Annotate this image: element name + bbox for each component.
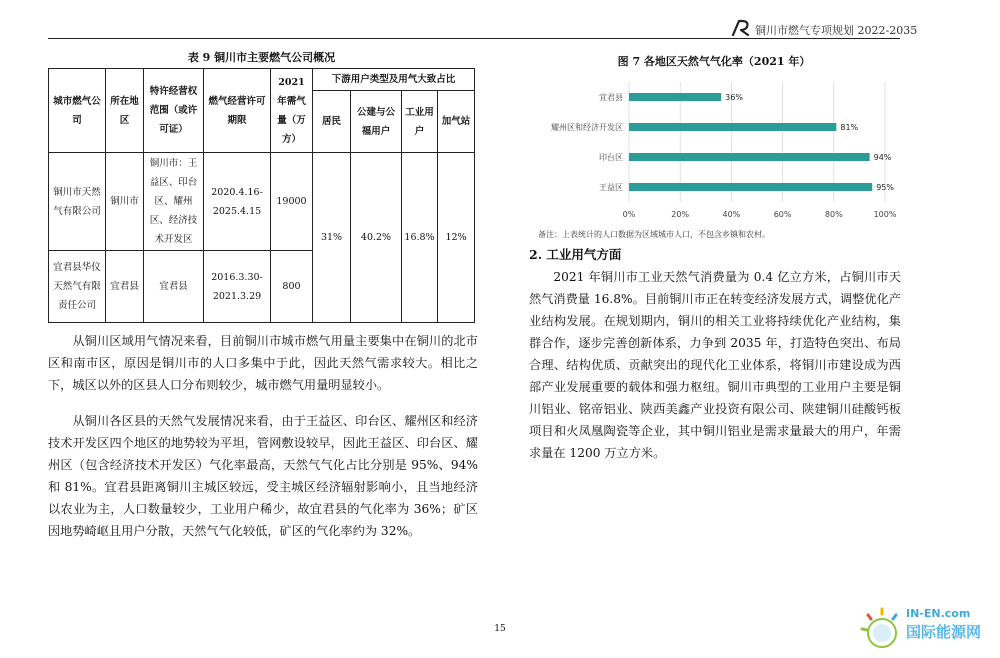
cell-company: 铜川市天然气有限公司 [49, 153, 106, 251]
gas-company-table [48, 68, 475, 323]
header-divider [48, 38, 900, 39]
chart-category-label: 宜君县 [599, 93, 623, 102]
cell-demand: 19000 [271, 153, 313, 251]
watermark-domain: IN-EN.com [906, 607, 971, 620]
cell-scope: 铜川市：王益区、印台区、耀州区、经济技术开发区 [144, 153, 204, 251]
figure-caption: 图 7 各地区天然气气化率（2021 年） [617, 55, 811, 68]
chart-bar [629, 153, 870, 161]
header-public: 公建与公福用户 [351, 91, 402, 153]
left-body-text [48, 330, 478, 542]
paragraph-industrial-gas: 2021 年铜川市工业天然气消费量为 0.4 亿立方米，占铜川市天然气消费量 16.8%。目前铜川市正在转变经济发展方式，调整优化产业结构发展。在规划期内，铜川的相关工业将持续优化产业结构，集群合作，逐步完善创新体系，力争到 2035 年，打造特色突出、布局合理、结构优质、贡献突出的现代化工业体系，将铜川市建设成为西部产业发展重要的载体和强力枢纽。铜川市典型的工业用户主要是铜川铝业、铭帝铝业、陕西美鑫产业投资有限公司、陕建铜川硅酸钙板项目和火凤凰陶瓷等企业，其中铜川铝业是需求量最大的用户，年需求量在 1200 万立方米。 [529, 270, 901, 460]
gasification-rate-bar-chart [525, 76, 903, 226]
chart-data-label: 94% [873, 153, 892, 162]
chart-x-tick-label: 40% [722, 210, 741, 219]
header-industrial: 工业用户 [402, 91, 438, 153]
document-logo-icon [730, 19, 752, 37]
header-residential: 居民 [313, 91, 351, 153]
paragraph-regional-usage: 从铜川区域用气情况来看，目前铜川市城市燃气用量主要集中在铜川的北市区和南市区，原因是铜川市的人口多集中于此，因此天然气需求较大。相比之下，城区以外的区县人口分布则较少，城市燃气用量明显较小。 [48, 334, 478, 392]
chart-category-label: 印台区 [599, 153, 623, 162]
cell-share-public: 40.2% [351, 153, 402, 323]
cell-share-station: 12% [438, 153, 475, 323]
chart-bar [629, 183, 872, 191]
cell-demand: 800 [271, 251, 313, 323]
section-heading-industrial: 2. 工业用气方面 [529, 247, 622, 262]
right-body-text [529, 266, 901, 464]
header-demand: 2021 年需气量（万方） [271, 69, 313, 153]
chart-data-label: 36% [725, 93, 743, 102]
cell-area: 铜川市 [106, 153, 144, 251]
cell-period: 2020.4.16-2025.4.15 [204, 153, 271, 251]
chart-x-tick-label: 80% [824, 210, 843, 219]
cell-share-residential: 31% [313, 153, 351, 323]
chart-data-label: 81% [840, 123, 859, 132]
chart-note: 备注：上表统计的人口数据为区域城市人口，不包含乡镇和农村。 [538, 230, 770, 239]
chart-x-tick-label: 20% [671, 210, 690, 219]
header-period: 燃气经营许可期限 [204, 69, 271, 153]
header-company: 城市燃气公司 [49, 69, 106, 153]
chart-x-tick-label: 0% [622, 210, 636, 219]
cell-period: 2016.3.30-2021.3.29 [204, 251, 271, 323]
cell-scope: 宜君县 [144, 251, 204, 323]
cell-company: 宜君县华仪天然气有限责任公司 [49, 251, 106, 323]
table-row [49, 153, 475, 251]
header-area: 所在地区 [106, 69, 144, 153]
header-station: 加气站 [438, 91, 475, 153]
chart-data-label: 95% [876, 183, 894, 192]
chart-bar [629, 93, 721, 101]
chart-bar [629, 123, 836, 131]
document-header-title: 铜川市燃气专项规划 2022-2035 [755, 24, 918, 37]
cell-area: 宜君县 [106, 251, 144, 323]
table-caption: 表 9 铜川市主要燃气公司概况 [187, 51, 336, 64]
header-downstream-group: 下游用户类型及用气大致占比 [313, 69, 475, 91]
header-scope: 特许经营权范围（或许可证） [144, 69, 204, 153]
watermark-name: 国际能源网 [906, 623, 982, 641]
chart-category-label: 耀州区和经济开发区 [551, 123, 623, 132]
chart-category-label: 王益区 [599, 183, 623, 192]
chart-x-tick-label: 100% [873, 210, 897, 219]
page-number: 15 [494, 624, 506, 634]
cell-share-industrial: 16.8% [402, 153, 438, 323]
paragraph-gasification-rates: 从铜川各区县的天然气发展情况来看，由于王益区、印台区、耀州区和经济技术开发区四个地区的地势较为平坦，管网敷设较早，因此王益区、印台区、耀州区（包含经济技术开发区）气化率最高，天然气气化占比分别是 95%、94%和 81%。宜君县距离铜川主城区较远，受主城区经济辐射影响小，且当地经济以农业为主，人口数量较少，工业用户稀少，故宜君县的气化率为 36%；矿区因地势崎岖且用户分散，天然气气化较低，矿区的气化率约为 32%。 [48, 414, 478, 538]
chart-x-tick-label: 60% [773, 210, 792, 219]
